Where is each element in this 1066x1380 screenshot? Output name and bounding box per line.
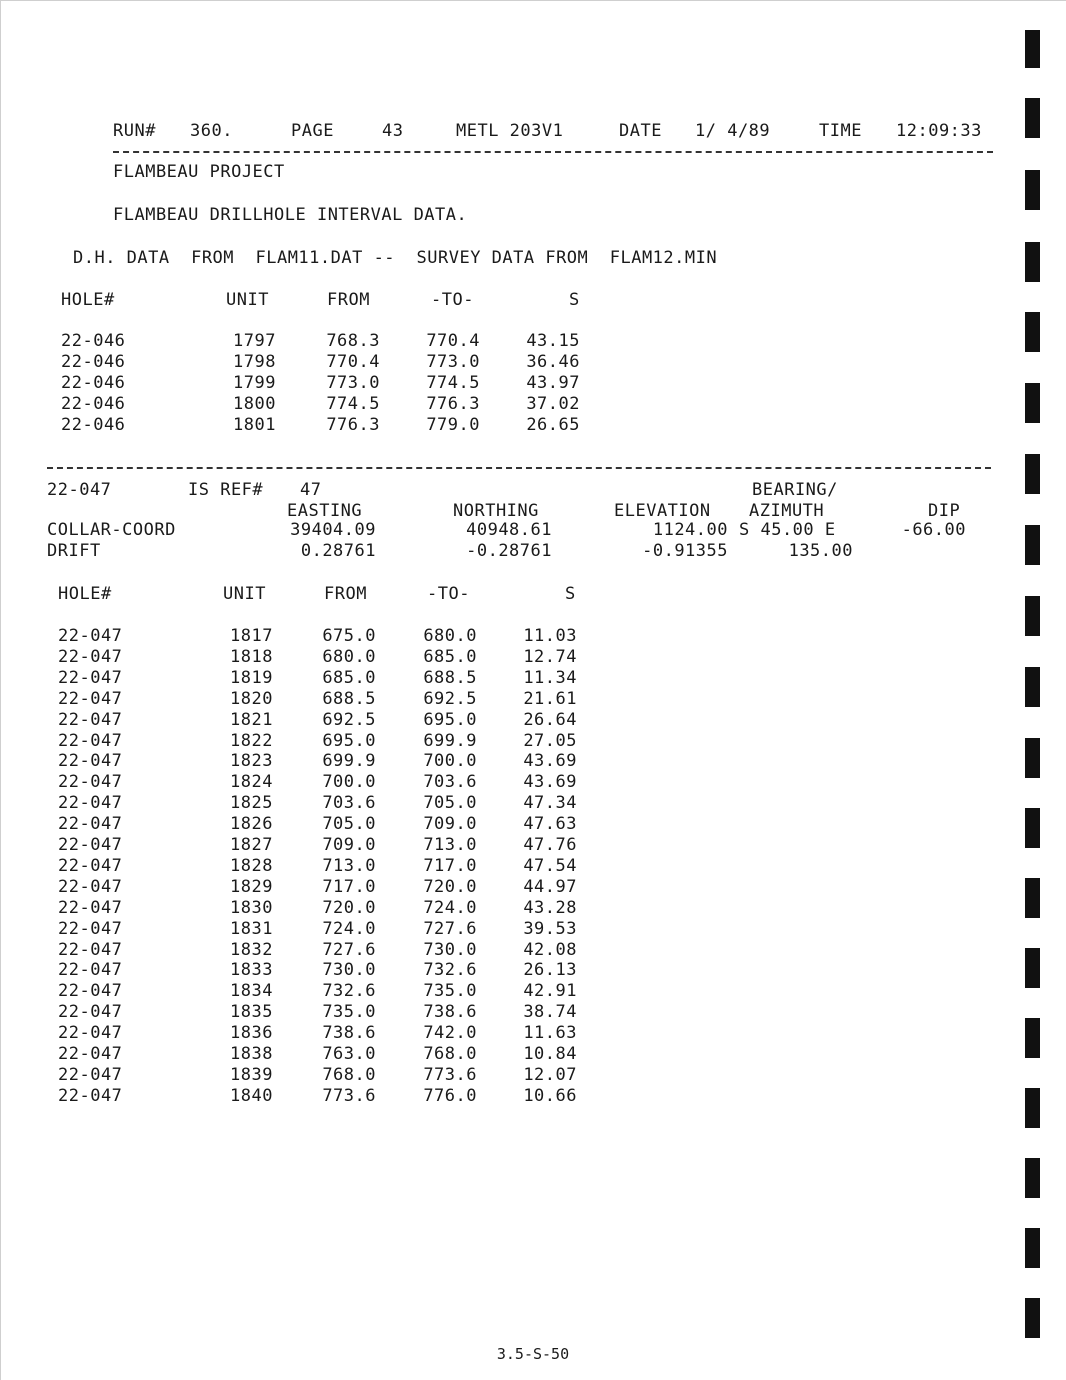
table-cell-s: 26.13 bbox=[523, 960, 577, 981]
header-divider bbox=[113, 151, 993, 153]
table-cell-to: 732.6 bbox=[423, 960, 477, 981]
northing-heading: NORTHING bbox=[453, 501, 539, 521]
table-cell-hole: 22-047 bbox=[58, 688, 123, 709]
table-cell-unit: 1797 bbox=[233, 331, 276, 351]
registration-mark bbox=[1025, 1018, 1040, 1058]
date-label: DATE bbox=[619, 121, 662, 141]
page-footer-id: 3.5-S-50 bbox=[496, 1345, 570, 1363]
table-cell-s: 38.74 bbox=[523, 1002, 577, 1023]
table-cell-s: 26.64 bbox=[523, 709, 577, 730]
table-cell-unit: 1840 bbox=[230, 1085, 273, 1106]
table-cell-to: 773.6 bbox=[423, 1064, 477, 1085]
table-cell-from: 776.3 bbox=[326, 415, 380, 435]
registration-mark bbox=[1025, 878, 1040, 918]
table-cell-to: 692.5 bbox=[423, 688, 477, 709]
table-cell-hole: 22-046 bbox=[61, 331, 126, 351]
table-cell-hole: 22-046 bbox=[61, 415, 126, 435]
table-cell-hole: 22-046 bbox=[61, 352, 126, 372]
registration-mark bbox=[1025, 525, 1040, 565]
table-cell-s: 47.63 bbox=[523, 814, 577, 835]
program-id: METL 203V1 bbox=[456, 121, 564, 141]
table-cell-hole: 22-046 bbox=[61, 394, 126, 414]
table-cell-to: 709.0 bbox=[423, 814, 477, 835]
survey-hole-id: 22-047 bbox=[47, 480, 112, 500]
table-cell-hole: 22-047 bbox=[58, 626, 123, 646]
registration-mark bbox=[1025, 667, 1040, 707]
table-cell-from: 773.6 bbox=[322, 1085, 376, 1106]
registration-mark bbox=[1025, 1088, 1040, 1128]
collar-northing: 40948.61 bbox=[466, 520, 552, 540]
drift-northing: -0.28761 bbox=[466, 541, 552, 561]
table-cell-to: 699.9 bbox=[423, 730, 477, 751]
drift-elevation: -0.91355 bbox=[642, 541, 728, 561]
table-cell-from: 732.6 bbox=[322, 981, 376, 1002]
table-cell-from: 709.0 bbox=[322, 835, 376, 855]
drift-label: DRIFT bbox=[47, 541, 101, 561]
table-cell-from: 770.4 bbox=[326, 352, 380, 372]
easting-heading: EASTING bbox=[287, 501, 363, 521]
col-from: FROM bbox=[327, 290, 370, 310]
col-hole: HOLE# bbox=[58, 584, 112, 604]
table-cell-unit: 1824 bbox=[230, 772, 273, 793]
table-cell-s: 47.76 bbox=[523, 835, 577, 855]
table-cell-to: 695.0 bbox=[423, 709, 477, 730]
table-cell-s: 36.46 bbox=[526, 352, 580, 372]
col-from: FROM bbox=[324, 584, 367, 604]
table-cell-unit: 1834 bbox=[230, 981, 273, 1002]
table-cell-s: 43.15 bbox=[526, 331, 580, 351]
table-cell-from: 774.5 bbox=[326, 394, 380, 414]
table-cell-hole: 22-047 bbox=[58, 1002, 123, 1023]
table-cell-s: 11.03 bbox=[523, 626, 577, 646]
registration-mark bbox=[1025, 383, 1040, 423]
table-cell-unit: 1833 bbox=[230, 960, 273, 981]
registration-mark bbox=[1025, 454, 1040, 494]
table-cell-unit: 1838 bbox=[230, 1044, 273, 1064]
table-cell-unit: 1823 bbox=[230, 751, 273, 772]
table-cell-to: 776.3 bbox=[426, 394, 480, 414]
table-cell-unit: 1835 bbox=[230, 1002, 273, 1023]
registration-mark bbox=[1025, 596, 1040, 636]
table-cell-hole: 22-047 bbox=[58, 960, 123, 981]
table-cell-s: 37.02 bbox=[526, 394, 580, 414]
table-cell-to: 735.0 bbox=[423, 981, 477, 1002]
table-cell-to: 738.6 bbox=[423, 1002, 477, 1023]
table-cell-hole: 22-047 bbox=[58, 897, 123, 918]
table-cell-to: 776.0 bbox=[423, 1085, 477, 1106]
table-cell-s: 12.74 bbox=[523, 646, 577, 667]
azimuth-heading: AZIMUTH bbox=[749, 501, 825, 521]
page-label: PAGE bbox=[291, 121, 334, 141]
table-cell-from: 720.0 bbox=[322, 897, 376, 918]
table-cell-unit: 1832 bbox=[230, 939, 273, 960]
table-cell-to: 705.0 bbox=[423, 793, 477, 814]
col-hole: HOLE# bbox=[61, 290, 115, 310]
table-cell-to: 724.0 bbox=[423, 897, 477, 918]
table-cell-to: 742.0 bbox=[423, 1023, 477, 1044]
table-cell-to: 768.0 bbox=[423, 1044, 477, 1064]
section-divider bbox=[47, 467, 991, 469]
table-cell-s: 10.84 bbox=[523, 1044, 577, 1064]
table-cell-hole: 22-047 bbox=[58, 939, 123, 960]
table-cell-from: 727.6 bbox=[322, 939, 376, 960]
table-cell-hole: 22-047 bbox=[58, 709, 123, 730]
project-title: FLAMBEAU PROJECT bbox=[113, 162, 285, 182]
table-cell-s: 47.54 bbox=[523, 855, 577, 876]
table-cell-unit: 1820 bbox=[230, 688, 273, 709]
col-s: S bbox=[565, 584, 576, 604]
table-cell-hole: 22-047 bbox=[58, 814, 123, 835]
col-s: S bbox=[569, 290, 580, 310]
table-cell-unit: 1800 bbox=[233, 394, 276, 414]
table-cell-unit: 1801 bbox=[233, 415, 276, 435]
table-cell-unit: 1798 bbox=[233, 352, 276, 372]
table-cell-to: 770.4 bbox=[426, 331, 480, 351]
table-cell-unit: 1817 bbox=[230, 626, 273, 646]
table-cell-s: 21.61 bbox=[523, 688, 577, 709]
table-cell-hole: 22-047 bbox=[58, 1085, 123, 1106]
table-cell-from: 717.0 bbox=[322, 876, 376, 897]
table-cell-s: 10.66 bbox=[523, 1085, 577, 1106]
table-cell-from: 685.0 bbox=[322, 667, 376, 688]
col-to: -TO- bbox=[431, 290, 474, 310]
table-cell-unit: 1827 bbox=[230, 835, 273, 855]
collar-bearing: S 45.00 E bbox=[739, 520, 836, 540]
report-title: FLAMBEAU DRILLHOLE INTERVAL DATA. bbox=[113, 205, 468, 225]
table-cell-from: 692.5 bbox=[322, 709, 376, 730]
table-cell-unit: 1818 bbox=[230, 646, 273, 667]
collar-easting: 39404.09 bbox=[290, 520, 376, 540]
table-cell-s: 43.97 bbox=[526, 373, 580, 393]
table-cell-to: 717.0 bbox=[423, 855, 477, 876]
table-cell-hole: 22-047 bbox=[58, 835, 123, 855]
table-cell-to: 700.0 bbox=[423, 751, 477, 772]
table-cell-to: 685.0 bbox=[423, 646, 477, 667]
table-cell-s: 11.34 bbox=[523, 667, 577, 688]
table-cell-unit: 1821 bbox=[230, 709, 273, 730]
table-cell-hole: 22-047 bbox=[58, 646, 123, 667]
registration-mark bbox=[1025, 738, 1040, 778]
registration-mark bbox=[1025, 242, 1040, 282]
table-cell-from: 738.6 bbox=[322, 1023, 376, 1044]
registration-mark bbox=[1025, 948, 1040, 988]
table-cell-to: 688.5 bbox=[423, 667, 477, 688]
drift-azimuth: 135.00 bbox=[788, 541, 853, 561]
table-cell-hole: 22-046 bbox=[61, 373, 126, 393]
table-cell-hole: 22-047 bbox=[58, 667, 123, 688]
table-cell-unit: 1831 bbox=[230, 918, 273, 939]
run-value: 360. bbox=[190, 121, 233, 141]
ref-value: 47 bbox=[300, 480, 322, 500]
table-cell-unit: 1839 bbox=[230, 1064, 273, 1085]
table-cell-s: 42.08 bbox=[523, 939, 577, 960]
table-cell-hole: 22-047 bbox=[58, 1064, 123, 1085]
table-cell-hole: 22-047 bbox=[58, 855, 123, 876]
time-value: 12:09:33 bbox=[896, 121, 982, 141]
table-cell-to: 720.0 bbox=[423, 876, 477, 897]
table-cell-unit: 1826 bbox=[230, 814, 273, 835]
collar-dip: -66.00 bbox=[901, 520, 966, 540]
table-cell-from: 675.0 bbox=[322, 626, 376, 646]
source-line: D.H. DATA FROM FLAM11.DAT -- SURVEY DATA FROM FLAM12.MIN bbox=[73, 248, 718, 268]
table-cell-s: 12.07 bbox=[523, 1064, 577, 1085]
table-cell-to: 730.0 bbox=[423, 939, 477, 960]
table-cell-to: 727.6 bbox=[423, 918, 477, 939]
table-cell-hole: 22-047 bbox=[58, 876, 123, 897]
table-cell-hole: 22-047 bbox=[58, 730, 123, 751]
collar-label: COLLAR-COORD bbox=[47, 520, 176, 540]
registration-mark bbox=[1025, 808, 1040, 848]
table-cell-s: 43.69 bbox=[523, 772, 577, 793]
table-cell-unit: 1828 bbox=[230, 855, 273, 876]
collar-elevation: 1124.00 bbox=[652, 520, 728, 540]
table-cell-hole: 22-047 bbox=[58, 1023, 123, 1044]
registration-mark bbox=[1025, 1158, 1040, 1198]
registration-mark bbox=[1025, 1298, 1040, 1338]
table-cell-from: 700.0 bbox=[322, 772, 376, 793]
table-cell-hole: 22-047 bbox=[58, 981, 123, 1002]
table-cell-unit: 1799 bbox=[233, 373, 276, 393]
date-value: 1/ 4/89 bbox=[695, 121, 771, 141]
table-cell-unit: 1836 bbox=[230, 1023, 273, 1044]
table-cell-s: 43.69 bbox=[523, 751, 577, 772]
table-cell-unit: 1829 bbox=[230, 876, 273, 897]
table-cell-unit: 1825 bbox=[230, 793, 273, 814]
table-cell-from: 680.0 bbox=[322, 646, 376, 667]
run-label: RUN# bbox=[113, 121, 156, 141]
table-cell-from: 713.0 bbox=[322, 855, 376, 876]
table-cell-from: 768.0 bbox=[322, 1064, 376, 1085]
drift-easting: 0.28761 bbox=[300, 541, 376, 561]
table-cell-from: 695.0 bbox=[322, 730, 376, 751]
table-cell-hole: 22-047 bbox=[58, 772, 123, 793]
table-cell-from: 768.3 bbox=[326, 331, 380, 351]
registration-mark bbox=[1025, 312, 1040, 352]
table-cell-from: 699.9 bbox=[322, 751, 376, 772]
table-cell-s: 27.05 bbox=[523, 730, 577, 751]
table-cell-s: 44.97 bbox=[523, 876, 577, 897]
table-cell-to: 680.0 bbox=[423, 626, 477, 646]
table-cell-from: 703.6 bbox=[322, 793, 376, 814]
table-cell-to: 703.6 bbox=[423, 772, 477, 793]
table-cell-hole: 22-047 bbox=[58, 751, 123, 772]
table-cell-from: 763.0 bbox=[322, 1044, 376, 1064]
registration-mark bbox=[1025, 30, 1040, 68]
table-cell-from: 735.0 bbox=[322, 1002, 376, 1023]
dip-heading: DIP bbox=[928, 501, 961, 521]
registration-mark bbox=[1025, 170, 1040, 210]
table-cell-hole: 22-047 bbox=[58, 1044, 123, 1064]
ref-label: IS REF# bbox=[188, 480, 264, 500]
time-label: TIME bbox=[819, 121, 862, 141]
registration-mark bbox=[1025, 98, 1040, 138]
page-value: 43 bbox=[382, 121, 404, 141]
table-cell-from: 688.5 bbox=[322, 688, 376, 709]
col-unit: UNIT bbox=[223, 584, 266, 604]
table-cell-to: 774.5 bbox=[426, 373, 480, 393]
table-cell-unit: 1819 bbox=[230, 667, 273, 688]
table-cell-s: 47.34 bbox=[523, 793, 577, 814]
table-cell-s: 11.63 bbox=[523, 1023, 577, 1044]
table-cell-to: 773.0 bbox=[426, 352, 480, 372]
table-cell-s: 26.65 bbox=[526, 415, 580, 435]
table-cell-from: 773.0 bbox=[326, 373, 380, 393]
table-cell-hole: 22-047 bbox=[58, 793, 123, 814]
bearing-heading: BEARING/ bbox=[752, 480, 838, 500]
table-cell-hole: 22-047 bbox=[58, 918, 123, 939]
table-cell-unit: 1822 bbox=[230, 730, 273, 751]
table-cell-s: 39.53 bbox=[523, 918, 577, 939]
table-cell-to: 779.0 bbox=[426, 415, 480, 435]
col-to: -TO- bbox=[427, 584, 470, 604]
col-unit: UNIT bbox=[226, 290, 269, 310]
table-cell-s: 43.28 bbox=[523, 897, 577, 918]
table-cell-from: 705.0 bbox=[322, 814, 376, 835]
table-cell-unit: 1830 bbox=[230, 897, 273, 918]
table-cell-to: 713.0 bbox=[423, 835, 477, 855]
elevation-heading: ELEVATION bbox=[614, 501, 711, 521]
table-cell-from: 730.0 bbox=[322, 960, 376, 981]
registration-mark bbox=[1025, 1228, 1040, 1268]
table-cell-s: 42.91 bbox=[523, 981, 577, 1002]
table-cell-from: 724.0 bbox=[322, 918, 376, 939]
